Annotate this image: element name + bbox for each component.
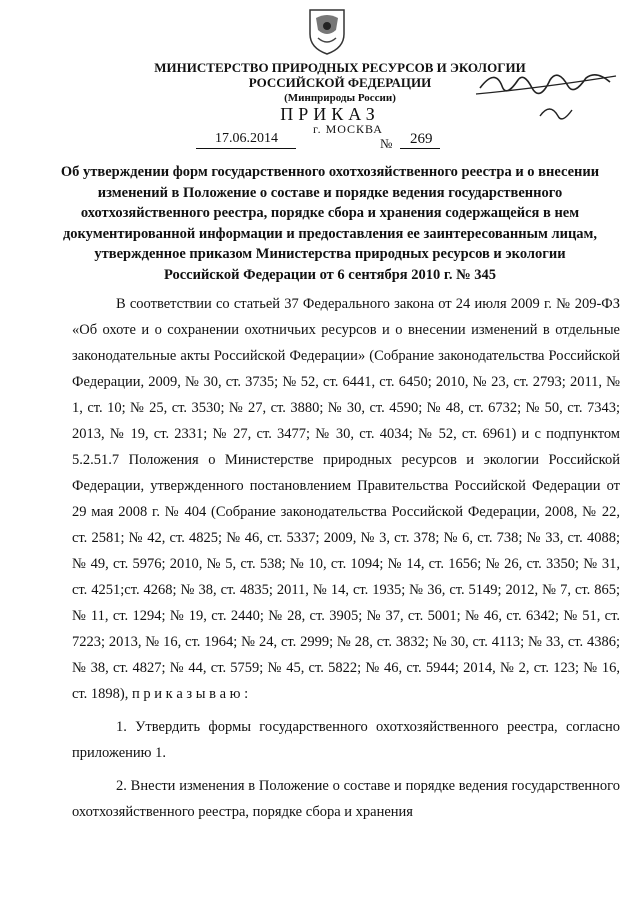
document-type: ПРИКАЗ (280, 104, 380, 124)
ministry-short-name: (Минприроды России) (284, 92, 396, 104)
number-underline (400, 148, 440, 149)
ministry-name: МИНИСТЕРСТВО ПРИРОДНЫХ РЕСУРСОВ И ЭКОЛОГИИ (154, 60, 526, 75)
preamble-paragraph: В соответствии со статьей 37 Федерального закона от 24 июля 2009 г. № 209-ФЗ «Об охоте и о сохранении охотничьих ресурсов и о внесении изменений в отдельные законодательные акты Российской Федерации» (Собрание законодательства Российской Федерации, 2009, № 30, ст. 3735; № 52, ст. 6441, ст. 6450; 2010, № 23, ст. 2793; 2011, № 1, ст. 10; № 25, ст. 3530; № 27, ст. 3880; № 30, ст. 4590; № 48, ст. 6732; № 50, ст. 7343; 2013, № 19, ст. 2331; № 27, ст. 3477; № 30, ст. 4034; № 52, ст. 6961) и с подпунктом 5.2.51.7 Положения о Министерстве природных ресурсов и экологии Российской Федерации, утвержденного постановлением Правительства Российской Федерации от 29 мая 2008 г. № 404 (Собрание законодательства Российской Федерации, 2008, № 22, ст. 2581; № 42, ст. 4825; № 46, ст. 5337; 2009, № 3, ст. 378; № 6, ст. 738; № 33, ст. 4088; № 49, ст. 5976; 2010, № 5, ст. 538; № 10, ст. 1094; № 14, ст. 1656; № 26, ст. 3350; № 31, ст. 4251;ст. 4268; № 38, ст. 4835; 2011, № 14, ст. 1935; № 36, ст. 5149; 2012, № 7, ст. 865; № 11, ст. 1294; № 19, ст. 2440; № 28, ст. 3905; № 37, ст. 5001; № 46, ст. 6342; № 51, ст. 7223; 2013, № 16, ст. 1964; № 24, ст. 2999; № 28, ст. 3832; № 30, ст. 4113; № 33, ст. 4386; № 38, ст. 4827; № 44, ст. 5759; № 45, ст. 5822; № 46, ст. 5944; 2014, № 2, ст. 123; № 16, ст. 1898), п р и к а з ы в а ю : (72, 296, 620, 702)
item-1: 1. Утвердить формы государственного охотхозяйственного реестра, согласно приложению 1. (72, 719, 620, 761)
city: г. МОСКВА (313, 122, 383, 136)
order-body (72, 291, 620, 825)
federation-name: РОССИЙСКОЙ ФЕДЕРАЦИИ (248, 75, 432, 90)
order-date: 17.06.2014 (215, 131, 278, 146)
coat-of-arms-emblem (306, 4, 348, 56)
handwritten-signature (440, 58, 630, 148)
item-2: 2. Внести изменения в Положение о составе и порядке ведения государственного охотхозяйственного реестра, порядке сбора и хранения (72, 778, 620, 820)
date-underline (196, 148, 296, 149)
order-number: 269 (410, 131, 433, 147)
number-sign: № (380, 136, 393, 151)
order-title: Об утверждении форм государственного охотхозяйственного реестра и о внесении изменений в Положение о составе и порядке ведения государственного охотхозяйственного реестра, порядке сбора и хранения содержащейся в нем документированной информации и предоставления ее заинтересованным лицам, утвержденное приказом Министерства природных ресурсов и экологии Российской Федерации от 6 сентября 2010 г. № 345 (60, 164, 600, 283)
